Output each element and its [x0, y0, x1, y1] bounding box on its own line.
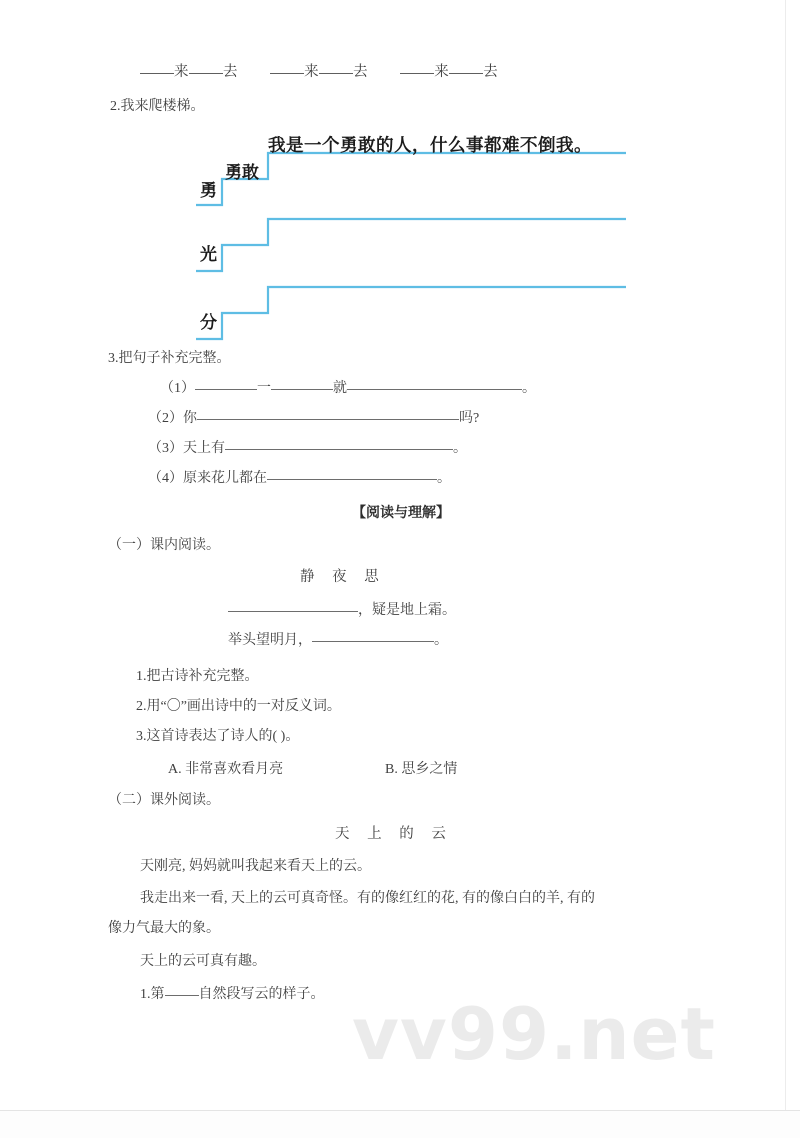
exercise-3-item-3: [148, 441, 467, 458]
reading-question-2: 2.用“〇”画出诗中的一对反义词。: [136, 699, 341, 714]
exercise-2-number: 2.: [110, 99, 121, 114]
passage-2-title: 天 上 的 云: [335, 826, 453, 842]
poem-line-1-rest: ，疑是地上霜。: [358, 603, 456, 618]
stair-label-yonggan: 勇敢: [225, 163, 259, 182]
stair-path-2: [196, 219, 626, 271]
item-end: 。: [522, 381, 536, 396]
pattern-char-qu: 去: [353, 64, 369, 80]
blank-underline: [189, 73, 223, 74]
passage-2-paragraph-1: 天刚亮, 妈妈就叫我起来看天上的云。: [140, 859, 371, 874]
fill-blank[interactable]: [228, 611, 358, 612]
page-bottom-band: [0, 1110, 800, 1138]
staircase-svg: [0, 126, 786, 341]
poem-line-2-start: 举头望明月，: [228, 633, 312, 648]
blank-underline: [140, 73, 174, 74]
passage-2-paragraph-2-cont: 像力气最大的象。: [108, 921, 220, 936]
question-prefix: 1.第: [140, 987, 165, 1002]
exercise-2-heading: [110, 99, 205, 116]
pattern-char-qu: 去: [223, 64, 238, 80]
stair-label-fen: 分: [200, 313, 217, 332]
item-end: 吗?: [459, 411, 480, 426]
pattern-char-lai: 来: [174, 64, 189, 80]
blank-underline: [319, 73, 353, 74]
item-mid-jiu: 就: [333, 381, 347, 396]
poem-line-1: [228, 603, 456, 620]
item-before: 天上有: [183, 441, 225, 456]
blank-underline: [400, 73, 434, 74]
fill-blank[interactable]: [165, 995, 199, 996]
pattern-char-lai: 来: [434, 64, 450, 80]
fill-blank[interactable]: [271, 389, 333, 390]
fill-blank[interactable]: [347, 389, 522, 390]
fill-blank[interactable]: [195, 389, 257, 390]
fill-blank[interactable]: [312, 641, 434, 642]
fill-blank[interactable]: [225, 449, 453, 450]
item-label: （3）: [148, 441, 183, 456]
blank-underline: [270, 73, 304, 74]
fill-blank[interactable]: [267, 479, 437, 480]
reading-choice-b[interactable]: B. 思乡之情: [385, 762, 458, 777]
question-suffix: 自然段写云的样子。: [198, 987, 325, 1002]
exercise-3-item-1: [160, 381, 536, 398]
passage-2-paragraph-2: 我走出来一看, 天上的云可真奇怪。有的像红红的花, 有的像白白的羊, 有的: [140, 891, 595, 906]
pattern-group-2: [270, 64, 372, 80]
item-before: 原来花儿都在: [183, 471, 267, 486]
exercise-3-item-4: [148, 471, 451, 488]
pattern-group-3: [400, 64, 498, 80]
reading-choice-a[interactable]: A. 非常喜欢看月亮: [168, 762, 284, 777]
blank-underline: [449, 73, 483, 74]
reading-question-3: 3.这首诗表达了诗人的( )。: [136, 729, 300, 744]
item-end: 。: [437, 471, 451, 486]
item-label: （4）: [148, 471, 183, 486]
stair-path-1: [196, 153, 626, 205]
item-before: 你: [183, 411, 197, 426]
passage-2-paragraph-3: 天上的云可真有趣。: [140, 954, 266, 969]
exercise-3-number: 3.: [108, 351, 119, 366]
reading-part-2-label: （二）课外阅读。: [108, 793, 220, 808]
item-label: （2）: [148, 411, 183, 426]
passage-2-question-1: [140, 987, 325, 1004]
poem-title: 静 夜 思: [300, 569, 386, 585]
reading-section-heading: 【阅读与理解】: [352, 506, 450, 521]
pattern-char-qu: 去: [483, 64, 499, 80]
exercise-3-item-2: [148, 411, 479, 428]
stair-label-guang: 光: [200, 245, 217, 264]
staircase-diagram: [0, 126, 786, 341]
pattern-group-1: [140, 64, 242, 80]
stair-label-sentence: 我是一个勇敢的人，什么事都难不倒我。: [268, 135, 592, 155]
stair-label-yong: 勇: [200, 181, 217, 200]
site-watermark: vv99.net: [352, 992, 716, 1076]
poem-line-2-end: 。: [434, 633, 448, 648]
pattern-char-lai: 来: [304, 64, 320, 80]
exercise-1-pattern-row: [140, 60, 526, 81]
exercise-3-heading: [108, 351, 231, 368]
item-mid-yi: 一: [257, 381, 271, 396]
reading-question-1: 1.把古诗补充完整。: [136, 669, 259, 684]
poem-line-2: [228, 633, 448, 650]
exercise-2-title: 我来爬楼梯。: [120, 99, 205, 114]
item-end: 。: [453, 441, 467, 456]
exercise-3-title: 把句子补充完整。: [118, 351, 231, 366]
item-label: （1）: [160, 381, 195, 396]
fill-blank[interactable]: [197, 419, 459, 420]
reading-part-1-label: （一）课内阅读。: [108, 538, 220, 553]
stair-path-3: [196, 287, 626, 339]
